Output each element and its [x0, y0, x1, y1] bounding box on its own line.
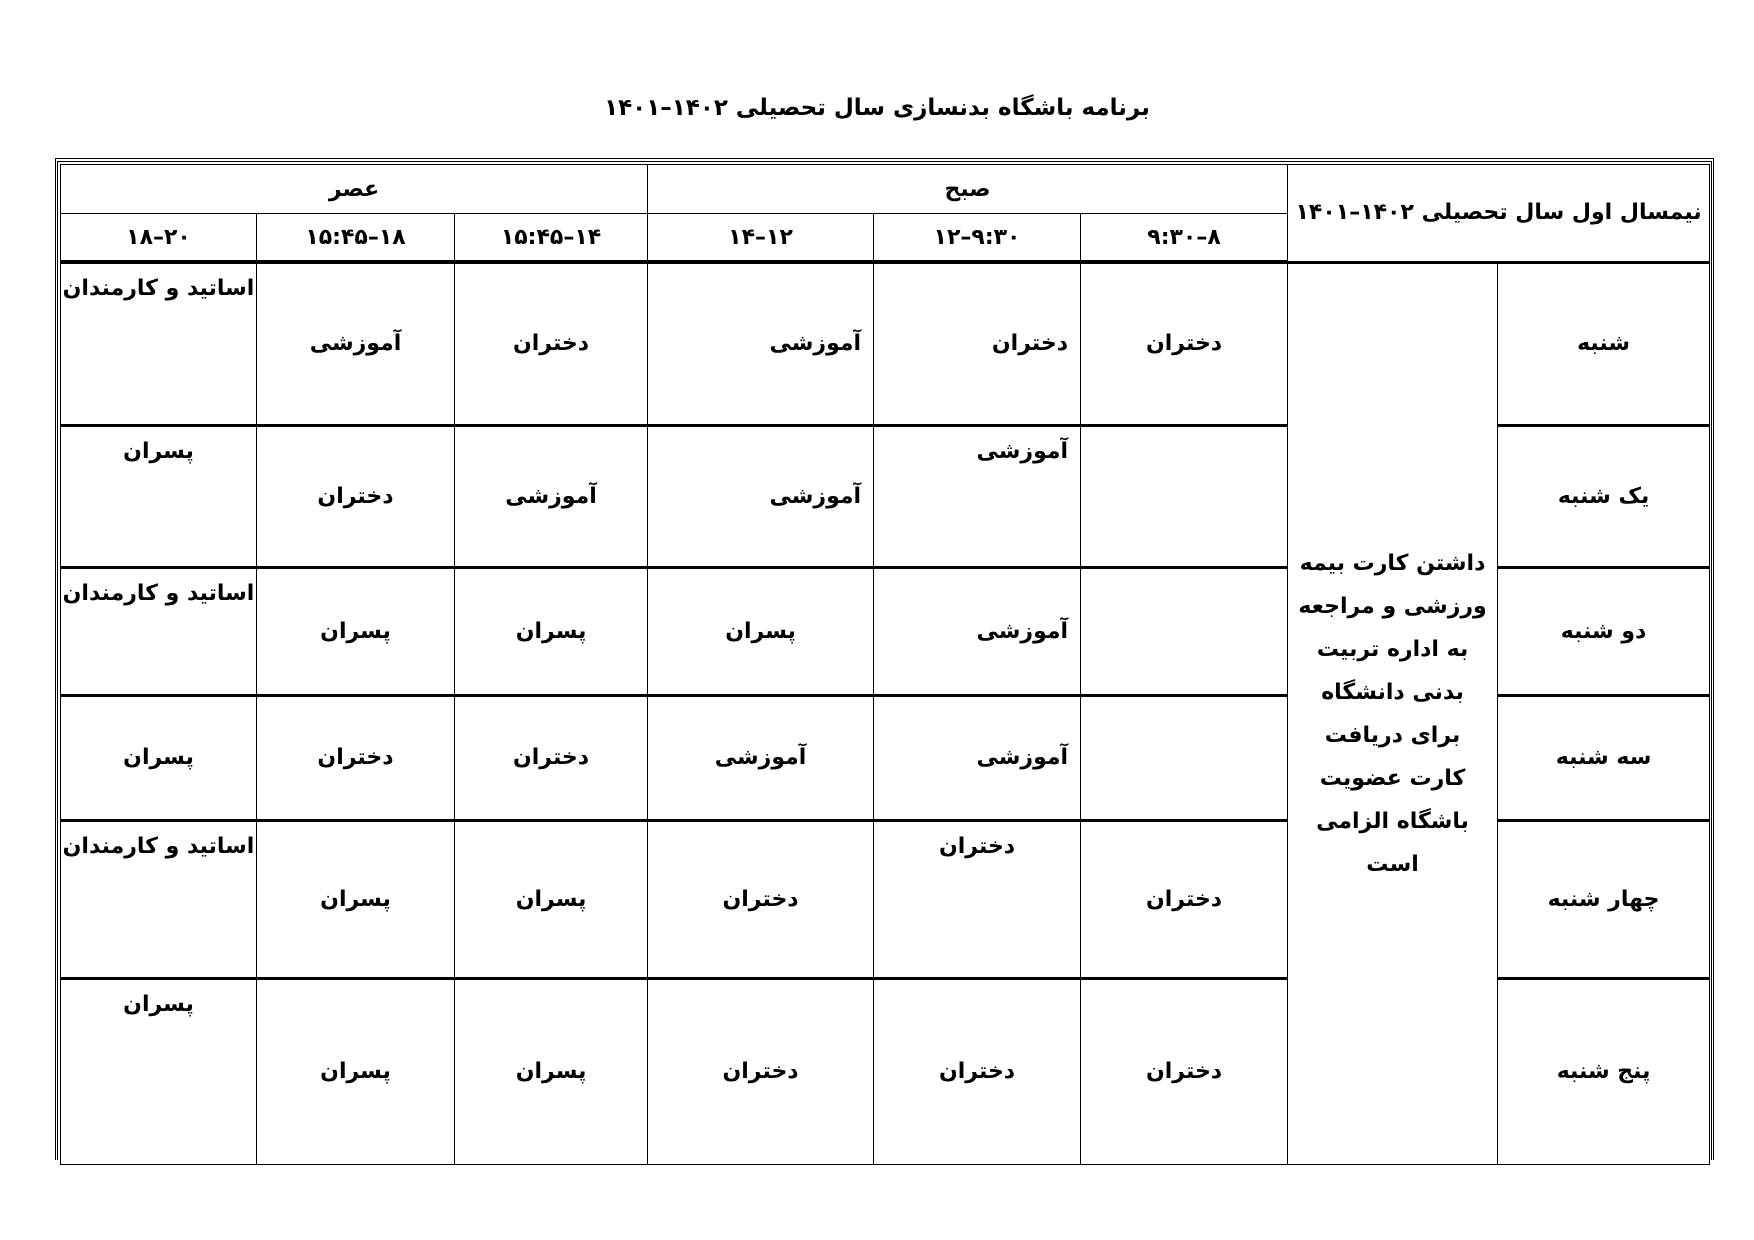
slot-cell	[1081, 425, 1288, 567]
day-label: شنبه	[1498, 262, 1710, 425]
slot-cell	[1081, 567, 1288, 695]
slot-cell	[1081, 978, 1288, 1164]
time-slot-header: ۹:۳۰–۱۲	[874, 214, 1081, 263]
slot-text: دختران	[317, 745, 394, 770]
slot-text: پسران	[515, 618, 587, 644]
time-slot-header: ۱۴–۱۵:۴۵	[455, 214, 648, 263]
slot-cell	[455, 425, 648, 567]
slot-text: دختران	[512, 331, 590, 357]
semester-label: نیمسال اول سال تحصیلی ۱۴۰۲–۱۴۰۱	[1288, 165, 1710, 263]
slot-text: دختران	[512, 745, 590, 770]
slot-text: پسران	[515, 886, 587, 912]
slot-text: پسران	[320, 1059, 391, 1084]
slot-text: آموزشی	[769, 483, 862, 509]
schedule-table	[60, 164, 1710, 1165]
slot-cell	[874, 262, 1081, 425]
slot-cell	[648, 567, 874, 695]
day-label: پنج شنبه	[1498, 978, 1710, 1164]
slot-cell	[874, 820, 1081, 978]
table-row	[61, 262, 1710, 425]
slot-top-text: دختران	[938, 833, 1016, 859]
slot-cell	[257, 262, 455, 425]
slot-cell	[257, 695, 455, 820]
time-slot-header: ۲۰–۱۸	[61, 214, 257, 263]
slot-text: پسران	[320, 618, 391, 644]
slot-text: دختران	[317, 483, 394, 509]
slot-text: پسران	[123, 745, 194, 770]
slot-text: پسران	[515, 1059, 587, 1084]
period-morning: صبح	[648, 165, 1288, 214]
page-title: برنامه باشگاه بدنسازی سال تحصیلی ۱۴۰۲–۱۴۰۱	[604, 95, 1150, 121]
slot-cell	[257, 820, 455, 978]
slot-top-text: اساتید و کارمندان	[62, 580, 255, 606]
day-label: یک شنبه	[1498, 425, 1710, 567]
slot-cell	[61, 425, 257, 567]
slot-cell	[648, 695, 874, 820]
slot-text: پسران	[320, 886, 391, 912]
slot-cell	[455, 262, 648, 425]
slot-cell	[874, 425, 1081, 567]
slot-cell	[257, 567, 455, 695]
slot-cell	[1081, 820, 1288, 978]
slot-cell	[257, 978, 455, 1164]
day-label: سه شنبه	[1498, 695, 1710, 820]
slot-cell	[874, 695, 1081, 820]
slot-cell	[648, 820, 874, 978]
slot-text: دختران	[1145, 886, 1223, 912]
slot-text: آموزشی	[505, 483, 597, 509]
slot-text: دختران	[938, 1059, 1016, 1084]
slot-cell	[257, 425, 455, 567]
slot-top-text: پسران	[123, 991, 194, 1017]
time-slot-header: ۱۸–۱۵:۴۵	[257, 214, 455, 263]
slot-top-text: پسران	[123, 438, 194, 464]
slot-cell	[61, 695, 257, 820]
slot-text: آموزشی	[976, 618, 1069, 644]
slot-text: آموزشی	[309, 331, 402, 357]
slot-top-text: آموزشی	[976, 438, 1069, 464]
slot-cell	[61, 262, 257, 425]
day-label: چهار شنبه	[1498, 820, 1710, 978]
slot-top-text: اساتید و کارمندان	[62, 833, 255, 859]
slot-cell	[1081, 695, 1288, 820]
day-label: دو شنبه	[1498, 567, 1710, 695]
period-afternoon: عصر	[61, 165, 648, 214]
slot-cell	[648, 262, 874, 425]
slot-cell	[874, 567, 1081, 695]
slot-text: آموزشی	[976, 745, 1069, 770]
slot-cell	[648, 978, 874, 1164]
time-slot-header: ۱۲–۱۴	[648, 214, 874, 263]
slot-cell	[61, 567, 257, 695]
slot-cell	[1081, 262, 1288, 425]
slot-cell	[648, 425, 874, 567]
slot-text: آموزشی	[714, 745, 807, 770]
slot-text: آموزشی	[769, 331, 862, 357]
membership-notice: داشتن کارت بیمه ورزشی و مراجعه به اداره تربیت بدنی دانشگاه برای دریافت کارت عضویت باشگاه الزامی است	[1288, 262, 1498, 1164]
slot-text: دختران	[1145, 1059, 1223, 1084]
slot-cell	[455, 567, 648, 695]
slot-cell	[455, 695, 648, 820]
time-slot-header: ۸–۹:۳۰	[1081, 214, 1288, 263]
slot-text: دختران	[991, 331, 1069, 357]
slot-text: دختران	[722, 1059, 799, 1084]
slot-cell	[61, 820, 257, 978]
slot-cell	[455, 978, 648, 1164]
slot-top-text: اساتید و کارمندان	[62, 276, 255, 301]
slot-cell	[874, 978, 1081, 1164]
slot-cell	[455, 820, 648, 978]
slot-text: پسران	[725, 618, 796, 644]
slot-text: دختران	[1145, 331, 1223, 357]
slot-cell	[61, 978, 257, 1164]
slot-text: دختران	[722, 886, 799, 912]
